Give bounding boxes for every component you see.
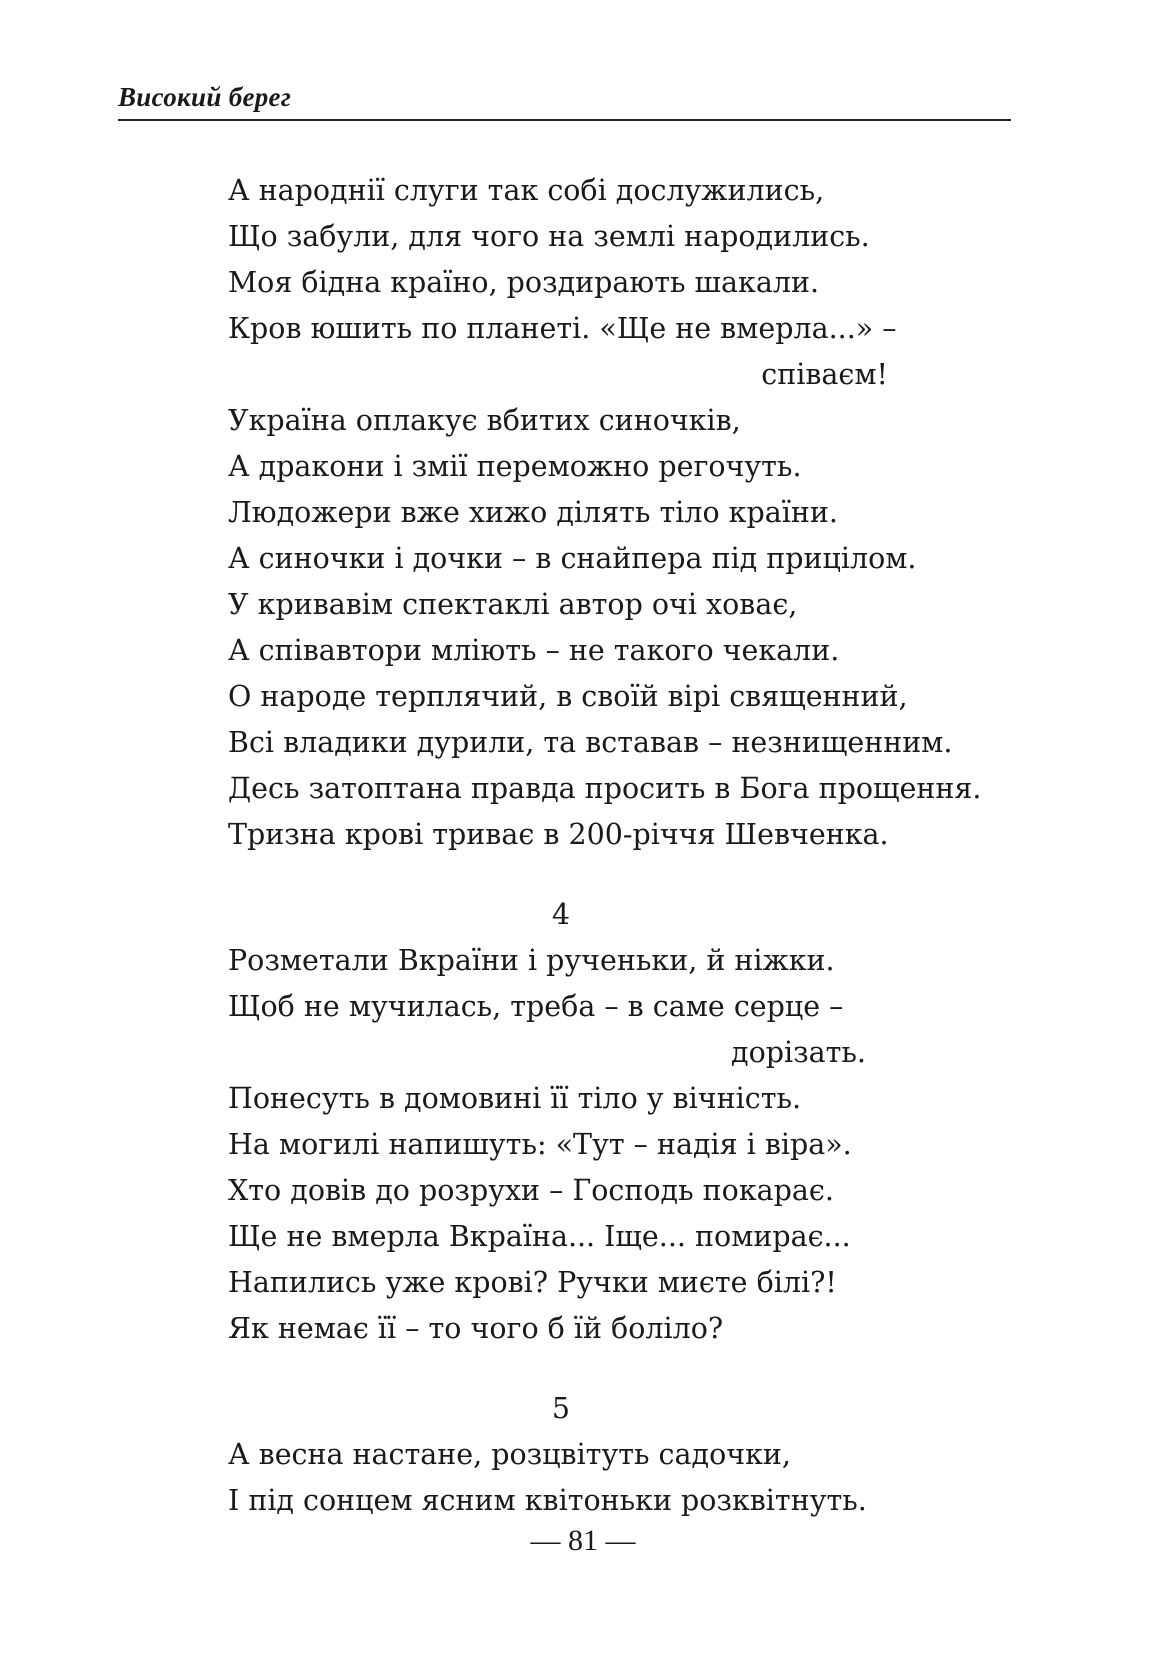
poem-line: А весна настане, розцвітуть садочки, bbox=[228, 1438, 791, 1471]
running-header bbox=[118, 82, 1011, 121]
poem-line: У кривавім спектаклі автор очі ховає, bbox=[228, 588, 798, 621]
section-number-5: 5 bbox=[551, 1392, 571, 1425]
poem-line: Україна оплакує вбитих синочків, bbox=[228, 404, 741, 437]
page-number: — 81 — bbox=[530, 1524, 636, 1557]
poem-line: Десь затоптана правда просить в Бога прощення. bbox=[228, 772, 982, 805]
poem-line: Розметали Вкраїни і рученьки, й ніжки. bbox=[228, 944, 835, 977]
poem-line: Всі владики дурили, та вставав – незнищенним. bbox=[228, 726, 953, 759]
poem-line: А народнії слуги так собі дослужились, bbox=[228, 174, 825, 207]
poem-line: Напились уже крові? Ручки миєте білі?! bbox=[228, 1266, 837, 1299]
poem-line: Що забули, для чого на землі народились. bbox=[228, 220, 870, 253]
section-number-4: 4 bbox=[551, 898, 571, 931]
poem-line: Людожери вже хижо ділять тіло країни. bbox=[228, 496, 838, 529]
poem-line: А дракони і змії переможно регочуть. bbox=[228, 450, 802, 483]
header-title: Високий берег bbox=[118, 82, 292, 112]
poem-line: А синочки і дочки – в снайпера під прицілом. bbox=[228, 542, 917, 575]
poem-line: Моя бідна країно, роздирають шакали. bbox=[228, 266, 820, 299]
poem-line: А співавтори мліють – не такого чекали. bbox=[228, 634, 840, 667]
poem-line: На могилі напишуть: «Тут – надія і віра». bbox=[228, 1128, 852, 1161]
poem-line: Як немає її – то чого б їй боліло? bbox=[228, 1312, 724, 1345]
poem-line: Тризна крові триває в 200-річчя Шевченка. bbox=[228, 818, 889, 851]
poem-line: Хто довів до розрухи – Господь покарає. bbox=[228, 1174, 834, 1207]
poem-line: О народе терплячий, в своїй вірі священний, bbox=[228, 680, 908, 713]
poem-line: Кров юшить по планеті. «Ще не вмерла...» – bbox=[228, 312, 897, 345]
poem-body bbox=[228, 168, 1028, 1524]
poem-line: І під сонцем ясним квітоньки розквітнуть. bbox=[228, 1484, 867, 1517]
poem-line-continuation: дорізать. bbox=[731, 1036, 866, 1069]
poem-line-continuation: співаєм! bbox=[761, 358, 888, 391]
poem-line: Ще не вмерла Вкраїна... Іще... помирає... bbox=[228, 1220, 851, 1253]
poem-line: Щоб не мучилась, треба – в саме серце – bbox=[228, 990, 844, 1023]
poem-line: Понесуть в домовині її тіло у вічність. bbox=[228, 1082, 802, 1115]
